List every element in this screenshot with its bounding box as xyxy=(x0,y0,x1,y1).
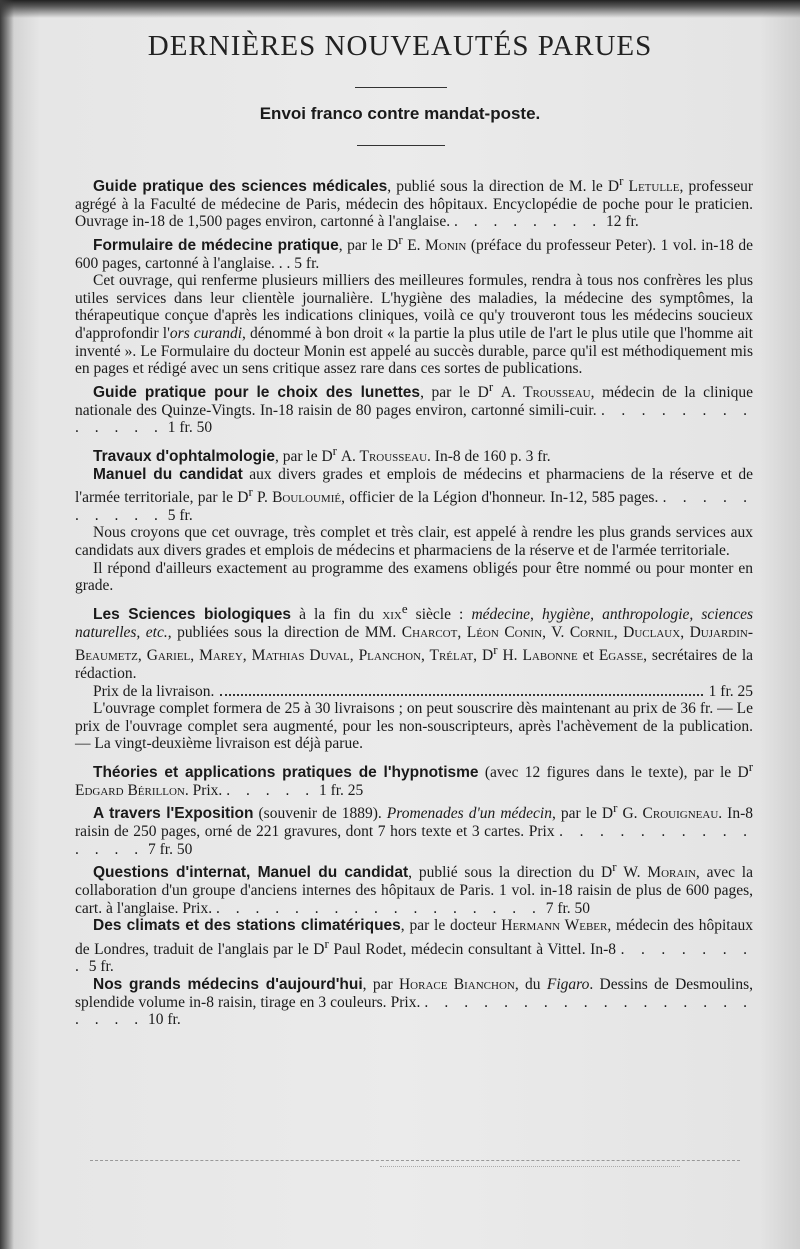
entry-sup: r xyxy=(324,935,329,951)
entry-text: , par le D xyxy=(338,237,399,255)
entry-sup: r xyxy=(613,800,618,816)
catalogue-entry xyxy=(75,758,753,799)
page-subtitle: Envoi franco contre mandat-poste. xyxy=(259,104,541,123)
entry-authors: Egasse xyxy=(598,647,644,665)
entry-author: A. Trousseau xyxy=(500,384,591,401)
entry-title: Manuel du candidat xyxy=(93,465,243,483)
entry-title: Travaux d'ophtalmologie xyxy=(93,447,275,465)
entry-text: aux divers grades et emplois de médecins et pharmaciens de la réserve et de l'armée territoriale, par le D xyxy=(75,465,753,507)
entry-text: , officier de la Légion d'honneur. In-12, 585 pages. xyxy=(341,489,659,507)
catalogue-list xyxy=(75,172,753,1029)
entry-author: E. Monin xyxy=(407,237,467,255)
leader-dots: . . . . . . . . xyxy=(453,213,603,231)
page-top-shadow xyxy=(0,0,800,18)
entry-text: , médecin de la clinique nationale des Quinze-Vingts. In-18 raisin de 80 pages environ, cartonné simili-cuir. xyxy=(75,384,754,419)
entry-author: Horace Bianchon xyxy=(398,976,515,994)
entry-text: , publié sous la direction du D xyxy=(408,864,613,882)
entry-text: , par le D xyxy=(274,447,333,465)
entry-price: 1 fr. 25 xyxy=(318,781,364,799)
leader-dots: . . . . . . . . . . . . . . . . . xyxy=(215,899,542,917)
leader-dots: . . . . . . . . xyxy=(75,940,754,976)
entry-author: G. Crouigneau xyxy=(622,805,719,823)
entry-text: , médecin des hôpitaux de Londres, traduit de l'anglais par le D xyxy=(75,917,753,958)
entry-author: Hermann Weber xyxy=(501,917,608,935)
entry-text: , du xyxy=(514,976,547,994)
entry-sup: r xyxy=(398,231,403,247)
entry-italic: Promenades d'un médecin xyxy=(386,805,552,823)
entry-sup: r xyxy=(619,173,624,188)
entry-title: Questions d'internat, Manuel du candidat xyxy=(93,864,409,882)
entry-text: (avec 12 figures dans le texte), par le D xyxy=(478,764,749,782)
entry-text: . In-8 raisin de 250 pages, orné de 221 gravures, dont 7 hors texte et 3 cartes. Prix xyxy=(75,805,754,840)
entry-sup: r xyxy=(748,758,753,774)
entry-italic: Figaro xyxy=(546,976,590,994)
leader-dots: . . . . . xyxy=(226,781,316,799)
entry-sup: e xyxy=(401,600,408,616)
entry-author: W. Morain xyxy=(623,864,696,882)
entry-text: , avec la collaboration d'un groupe d'anciens internes des hôpitaux de Paris. 1 vol. in-18 raisin de plus de 600 pages, cart. à l'anglaise. Prix. xyxy=(75,864,753,917)
entry-sup: r xyxy=(493,642,498,658)
page-heading: DERNIÈRES NOUVEAUTÉS PARUES xyxy=(147,30,653,62)
subtitle-rule xyxy=(357,145,445,146)
entry-price: 1 fr. 50 xyxy=(167,419,213,437)
entry-text: , publié sous la direction de M. le D xyxy=(387,178,620,196)
catalogue-entry xyxy=(75,466,753,525)
heading-rule xyxy=(355,87,447,88)
entry-authors: Charcot, Léon Conin, V. Cornil, Duclaux, Dujardin-Beaumetz, Gariel, Marey, Mathias Duval, Planchon, Trélat, xyxy=(75,623,753,665)
entry-text: Paul Rodet, médecin consultant à Vittel. In-8 xyxy=(328,940,616,958)
entry-text: , par xyxy=(362,976,399,994)
entry-title: Guide pratique pour le choix des lunettes xyxy=(93,384,421,401)
entry-text: et xyxy=(577,647,599,665)
leader-dots: . . . . . . . . . . . . . xyxy=(75,401,754,437)
catalogue-entry xyxy=(75,917,753,976)
entry-price: 10 fr. xyxy=(148,1011,181,1029)
bottom-bleed-through xyxy=(380,1166,680,1168)
catalogue-entry xyxy=(75,231,753,272)
entry-authors: H. Labonne xyxy=(497,647,578,665)
entry-text: . In-8 de 160 p. xyxy=(427,447,522,465)
bottom-bleed-through xyxy=(90,1160,740,1162)
entry-text: (préface du professeur Peter). 1 vol. in-18 de 600 pages, cartonné à l'anglaise. . . xyxy=(75,237,754,272)
leader-dots: . . . . . . . . . . xyxy=(75,489,754,524)
page-left-edge xyxy=(0,0,14,1249)
entry-price: 7 fr. 50 xyxy=(545,899,591,917)
entry-title: A travers l'Exposition xyxy=(93,805,254,823)
entry-author: Edgard Bérillon xyxy=(75,781,185,799)
leader-dots: . . . . . . . . . . . . . . . . . . . . . xyxy=(75,993,754,1029)
entry-text: , publiées sous la direction de MM. xyxy=(167,623,402,641)
entry-note: Nous croyons que cet ouvrage, très complet et très clair, est appelé à rendre les plus grands services aux candidats aux divers grades et emplois de médecins et pharmaciens de la réserve et de l'armée territoriale. xyxy=(75,524,753,560)
entry-title: Les Sciences biologiques xyxy=(93,606,291,623)
entry-text: siècle : xyxy=(407,606,472,623)
entry-title: Des climats et des stations climatériques xyxy=(93,917,401,935)
entry-text: , par le D xyxy=(551,805,614,823)
entry-sup: r xyxy=(332,442,337,458)
entry-sup: r xyxy=(612,859,617,875)
catalogue-entry xyxy=(75,799,753,858)
entry-note: Cet ouvrage, qui renferme plusieurs milliers des meilleures formules, rendra à tous nos confrères les plus utiles services dans leur clientèle journalière. L'hygiène des maladies, la médecine des symptômes, la thérapeutique conçue d'après les indications cliniques, voilà ce qu'y trouveront tous les médecins soucieux d'approfondir l'ors curandi, dénommé à bon droit « la partie la plus utile de l'art le plus utile que l'homme ait inventé ». Le Formulaire du docteur Monin est appelé au succès durable, parce qu'il est méthodiquement mis en pages et rédigé avec un sens critique assez rare dans ces sortes de publications. xyxy=(75,272,753,378)
entry-sup: r xyxy=(488,378,494,394)
price-line xyxy=(75,683,753,701)
entry-text: , professeur agrégé à la Faculté de médecine de Paris, médecin des hôpitaux. Encyclopédie de poche pour le praticien. Ouvrage in-18 de 1,500 pages environ, cartonné à l'anglaise. xyxy=(75,178,754,231)
entry-author: A. Trousseau xyxy=(340,447,428,465)
entry-price: 5 fr. xyxy=(167,506,193,524)
entry-text: . Prix. xyxy=(184,781,223,799)
entry-price: 1 fr. 25 xyxy=(708,682,753,700)
entry-title: Guide pratique des sciences médicales xyxy=(93,178,388,196)
catalogue-entry xyxy=(75,858,753,917)
catalogue-entry xyxy=(75,172,753,231)
entry-text: D xyxy=(477,647,494,665)
entry-title: Nos grands médecins d'aujourd'hui xyxy=(93,976,363,994)
catalogue-entry xyxy=(75,600,753,683)
catalogue-entry xyxy=(75,378,753,437)
leader-dots: . . . . . . . . . . . . . . xyxy=(75,823,754,858)
entry-note: L'ouvrage complet formera de 25 à 30 livraisons ; on peut souscrire dès maintenant au prix de 36 fr. — Le prix de l'ouvrage complet sera augmenté, pour les non-souscripteurs, après l'achèvement de la publication. — La vingt-deuxième livraison est déjà parue. xyxy=(75,700,753,753)
entry-text: . Dessins de Desmoulins, splendide volume in-8 raisin, tirage en 3 couleurs. Prix. xyxy=(75,976,753,1011)
entry-author: Letulle xyxy=(628,178,680,196)
leader-dots xyxy=(220,694,702,696)
entry-italic: médecine, hygiène, anthropologie, sciences naturelles, etc. xyxy=(75,606,754,641)
catalogue-entry xyxy=(75,442,753,466)
entry-price: 12 fr. xyxy=(605,213,639,231)
entry-text: , par le docteur xyxy=(400,917,502,935)
entry-author: P. Bouloumié xyxy=(257,489,342,507)
entry-title: Théories et applications pratiques de l'hypnotisme xyxy=(93,764,479,782)
entry-price: 5 fr. xyxy=(88,958,114,976)
catalogue-entry xyxy=(75,976,753,1029)
entry-century: xix xyxy=(382,606,402,623)
entry-text: à la fin du xyxy=(290,606,383,623)
entry-text: , par le D xyxy=(420,384,489,401)
price-label: Prix de la livraison. xyxy=(93,682,215,700)
entry-price: 3 fr. xyxy=(525,447,551,465)
entry-price: 5 fr. xyxy=(294,254,320,272)
entry-sup: r xyxy=(248,484,253,500)
entry-note: Il répond d'ailleurs exactement au programme des examens obligés pour être nommé ou pour monter en grade. xyxy=(75,559,753,595)
entry-text: , secrétaires de la rédaction. xyxy=(75,647,754,682)
entry-text: (souvenir de 1889). xyxy=(253,805,387,823)
entry-title: Formulaire de médecine pratique xyxy=(93,237,339,255)
entry-price: 7 fr. 50 xyxy=(148,840,193,858)
